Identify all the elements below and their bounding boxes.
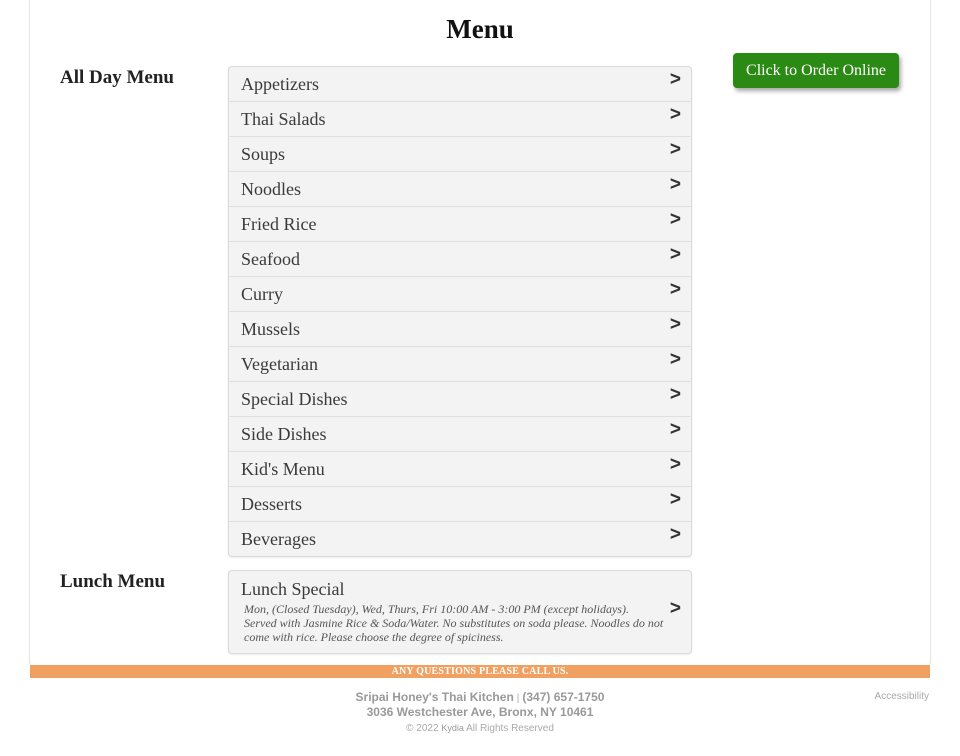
menu-item-label: Noodles [241, 179, 301, 199]
copyright-text: © 2022 [406, 723, 439, 734]
chevron-right-icon: > [669, 174, 681, 195]
menu-item-desserts[interactable] [229, 487, 691, 522]
chevron-right-icon: > [669, 489, 681, 510]
menu-item-seafood[interactable] [229, 242, 691, 277]
chevron-right-icon: > [669, 419, 681, 440]
chevron-right-icon: > [669, 104, 681, 125]
menu-item-label: Lunch Special [241, 579, 345, 599]
chevron-right-icon: > [669, 454, 681, 475]
all-day-menu-heading: All Day Menu [60, 67, 174, 88]
menu-item-soups[interactable] [229, 137, 691, 172]
menu-item-label: Appetizers [241, 74, 319, 94]
footer-address: 3036 Westchester Ave, Bronx, NY 10461 [366, 705, 594, 719]
menu-item-label: Mussels [241, 319, 301, 339]
menu-item-label: Fried Rice [241, 214, 317, 234]
chevron-right-icon: > [669, 69, 681, 90]
menu-item-fried-rice[interactable] [229, 207, 691, 242]
menu-item-label: Thai Salads [241, 109, 326, 129]
menu-item-label: Special Dishes [241, 389, 348, 409]
page-title: Menu [446, 14, 514, 44]
kydia-link[interactable]: Kydia [441, 723, 464, 733]
phone-link[interactable]: (347) 657-1750 [522, 690, 605, 704]
menu-item-vegetarian[interactable] [229, 347, 691, 382]
menu-item-label: Vegetarian [241, 354, 318, 374]
menu-item-beverages[interactable] [229, 522, 691, 556]
footer-separator: | [516, 693, 520, 704]
chevron-right-icon: > [669, 314, 681, 335]
menu-item-thai-salads[interactable] [229, 102, 691, 137]
chevron-right-icon: > [669, 524, 681, 545]
menu-item-kids-menu[interactable] [229, 452, 691, 487]
order-online-button[interactable]: Click to Order Online [733, 53, 899, 88]
menu-item-curry[interactable] [229, 277, 691, 312]
menu-item-mussels[interactable] [229, 312, 691, 347]
chevron-right-icon: > [669, 209, 681, 230]
accessibility-link[interactable]: Accessibility [874, 691, 929, 702]
menu-item-label: Soups [241, 144, 286, 164]
menu-item-appetizers[interactable] [229, 67, 691, 102]
chevron-right-icon: > [669, 349, 681, 370]
menu-item-lunch-special[interactable] [229, 571, 691, 653]
menu-item-label: Side Dishes [241, 424, 327, 444]
menu-item-label: Seafood [241, 249, 300, 269]
chevron-right-icon: > [669, 598, 681, 619]
chevron-right-icon: > [669, 384, 681, 405]
menu-item-label: Kid's Menu [241, 459, 325, 479]
lunch-menu-heading: Lunch Menu [60, 571, 166, 592]
menu-item-side-dishes[interactable] [229, 417, 691, 452]
chevron-right-icon: > [669, 279, 681, 300]
footer-contact [0, 690, 960, 706]
menu-item-noodles[interactable] [229, 172, 691, 207]
lunch-menu-list [228, 570, 692, 654]
menu-item-description: Mon, (Closed Tuesday), Wed, Thurs, Fri 10:00 AM - 3:00 PM (except holidays). Served with Jasmine Rice & Soda/Water. No substitutes on soda please. Noodles do not come with rice. Please choose the degree of spiciness. [244, 602, 664, 644]
rights-text: All Rights Reserved [466, 723, 554, 734]
menu-item-label: Desserts [241, 494, 302, 514]
all-day-menu-list [228, 66, 692, 557]
restaurant-name: Sripai Honey's Thai Kitchen [355, 690, 514, 704]
menu-item-label: Curry [241, 284, 283, 304]
menu-item-label: Beverages [241, 529, 316, 549]
menu-item-special-dishes[interactable] [229, 382, 691, 417]
chevron-right-icon: > [669, 244, 681, 265]
footer-copyright [0, 722, 960, 735]
call-us-banner: ANY QUESTIONS PLEASE CALL US. [30, 665, 930, 678]
chevron-right-icon: > [669, 139, 681, 160]
